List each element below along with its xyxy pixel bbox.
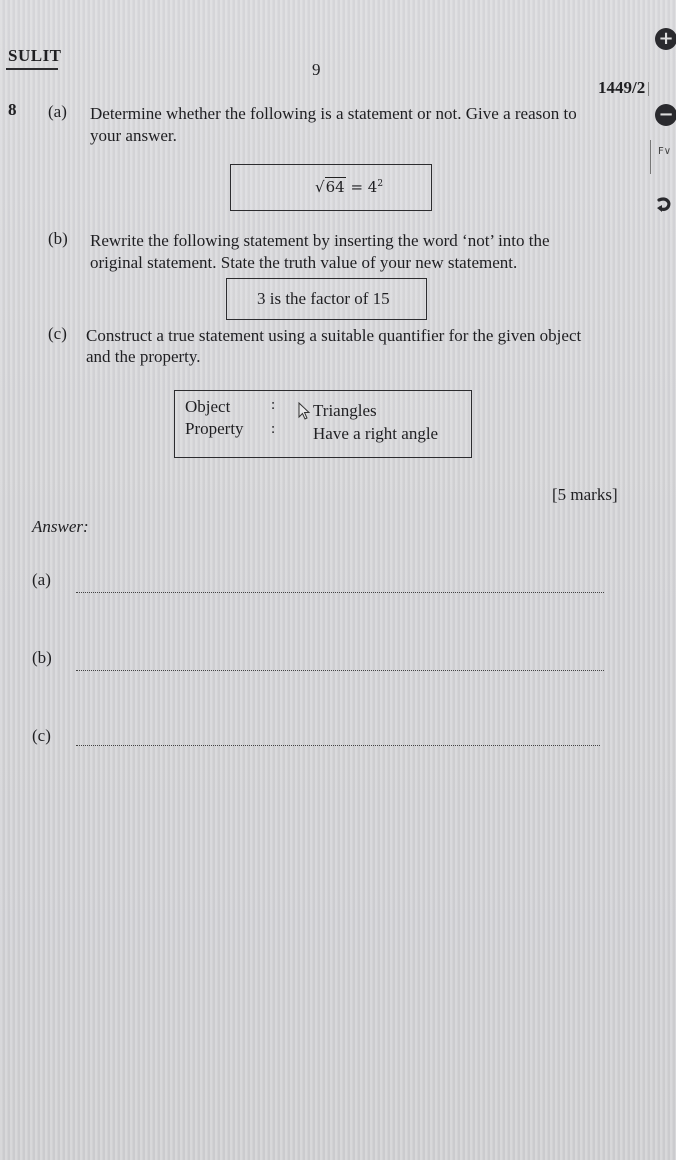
part-c-label: (c): [48, 324, 67, 343]
part-c-line1: Construct a true statement using a suitable quantifier for the given object: [86, 326, 582, 345]
part-b-label: (b): [48, 229, 68, 248]
part-a-expression-box: [230, 164, 432, 211]
paper-code: 1449/2: [598, 78, 646, 97]
marks-label: [5 marks]: [552, 485, 618, 504]
object-property-box: [174, 390, 472, 458]
part-a-line1: Determine whether the following is a statement or not. Give a reason to: [90, 104, 577, 123]
answer-c-label: (c): [32, 726, 51, 745]
header-code: SULIT: [8, 46, 62, 65]
answer-heading: Answer:: [32, 517, 89, 536]
exponent-value: 2: [377, 179, 384, 189]
object-label: Object: [185, 397, 231, 416]
property-label: Property: [185, 419, 244, 438]
part-a-label: (a): [48, 102, 67, 121]
answer-a-label: (a): [32, 570, 51, 589]
zoom-out-icon[interactable]: −: [655, 104, 676, 126]
sqrt-radicand: 64: [325, 178, 345, 196]
part-c-line2: and the property.: [86, 347, 201, 366]
part-b-statement-box: [226, 278, 427, 320]
answer-c-line: [76, 745, 600, 746]
sqrt-expression: [315, 177, 383, 196]
undo-icon[interactable]: [654, 196, 674, 218]
answer-b-line: [76, 670, 604, 671]
divider: [648, 82, 649, 96]
answer-a-line: [76, 592, 604, 593]
base-value: 4: [367, 178, 378, 196]
header-code-underline: [6, 68, 58, 70]
property-value: Have a right angle: [313, 424, 439, 443]
part-b-statement: 3 is the factor of 15: [257, 289, 390, 308]
mouse-cursor-icon: [298, 402, 314, 422]
equals-sign: =: [350, 178, 364, 196]
side-fragment-text: F∨: [658, 146, 672, 157]
side-divider: [650, 140, 651, 174]
zoom-in-icon[interactable]: +: [655, 28, 676, 50]
property-separator: :: [271, 421, 276, 437]
object-value: Triangles: [313, 401, 377, 420]
answer-b-label: (b): [32, 648, 52, 667]
part-b-line2: original statement. State the truth value of your new statement.: [90, 253, 518, 272]
sqrt-radical-sign: √: [315, 178, 325, 196]
part-b-line1: Rewrite the following statement by inserting the word ‘not’ into the: [90, 231, 550, 250]
page-number: 9: [312, 60, 321, 79]
question-number: 8: [8, 100, 17, 119]
object-separator: :: [271, 397, 276, 413]
part-a-line2: your answer.: [90, 126, 177, 145]
